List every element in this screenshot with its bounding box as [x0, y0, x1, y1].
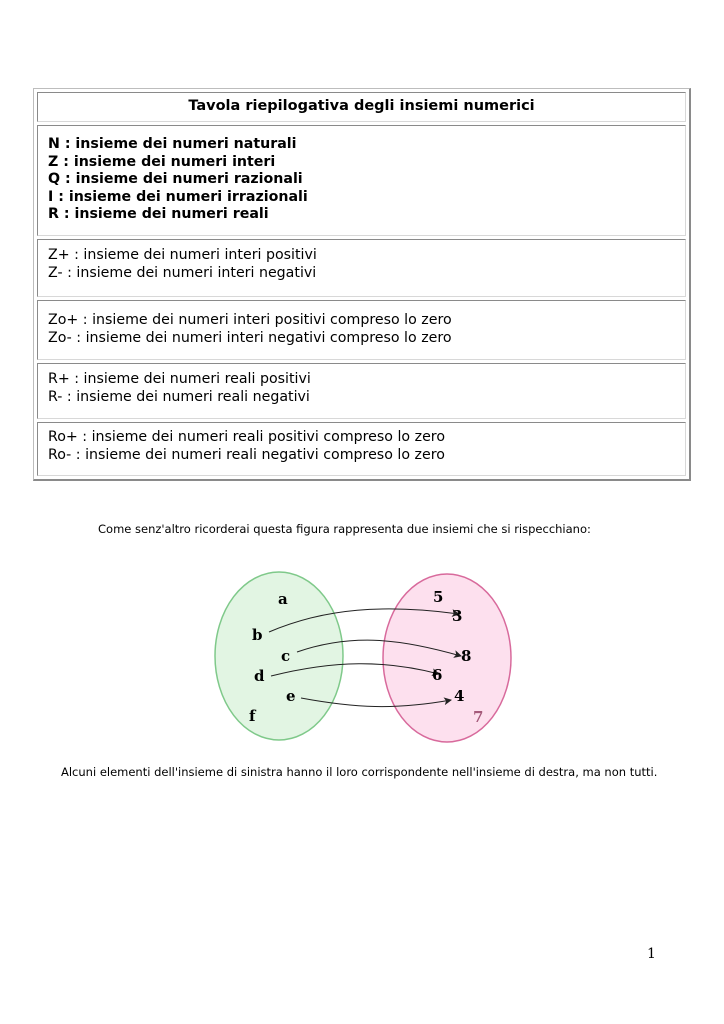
table-title-text: Tavola riepilogativa degli insiemi numerici [188, 98, 535, 114]
left-element-c: c [281, 647, 291, 665]
definition-z: Z : insieme dei numeri interi [48, 153, 276, 170]
definition-z-negative: Z- : insieme dei numeri interi negativi [48, 264, 317, 281]
right-element-7: 7 [473, 708, 484, 726]
right-set-ellipse [383, 574, 511, 742]
page-number: 1 [647, 946, 656, 962]
right-element-5: 5 [433, 588, 444, 606]
integers-cell [37, 239, 686, 297]
definition-z-positive: Z+ : insieme dei numeri interi positivi [48, 247, 317, 263]
definition-r-negative: R- : insieme dei numeri reali negativi [48, 388, 310, 405]
definition-z0-positive: Zo+ : insieme dei numeri interi positivi compreso lo zero [48, 312, 452, 328]
definition-r0-negative: Ro- : insieme dei numeri reali negativi compreso lo zero [48, 446, 445, 463]
left-element-b: b [252, 626, 263, 644]
right-element-8: 8 [461, 647, 472, 665]
definition-z0-negative: Zo- : insieme dei numeri interi negativi compreso lo zero [48, 329, 452, 346]
note-text: Alcuni elementi dell'insieme di sinistra hanno il loro corrispondente nell'insieme di destra, ma non tutti. [61, 765, 658, 779]
left-element-a: a [278, 590, 288, 608]
definition-r0-positive: Ro+ : insieme dei numeri reali positivi compreso lo zero [48, 429, 445, 445]
reals-cell [37, 363, 686, 419]
table-title [37, 92, 686, 122]
definitions-cell [37, 125, 686, 236]
intro-text: Come senz'altro ricorderai questa figura rappresenta due insiemi che si rispecchiano: [98, 522, 591, 536]
definition-r: R : insieme dei numeri reali [48, 206, 269, 222]
definition-i: I : insieme dei numeri irrazionali [48, 188, 308, 205]
left-element-d: d [254, 667, 265, 685]
definition-q: Q : insieme dei numeri razionali [48, 171, 303, 187]
left-element-f: f [249, 707, 256, 725]
right-element-6: 6 [432, 666, 443, 684]
definition-r-positive: R+ : insieme dei numeri reali positivi [48, 371, 311, 387]
right-element-4: 4 [454, 687, 465, 705]
reals-zero-cell [37, 422, 686, 476]
summary-table [33, 88, 691, 481]
left-element-e: e [286, 687, 296, 705]
right-element-3: 3 [452, 607, 463, 625]
definition-n: N : insieme dei numeri naturali [48, 136, 297, 152]
sets-mapping-diagram [205, 570, 517, 748]
integers-zero-cell [37, 300, 686, 360]
